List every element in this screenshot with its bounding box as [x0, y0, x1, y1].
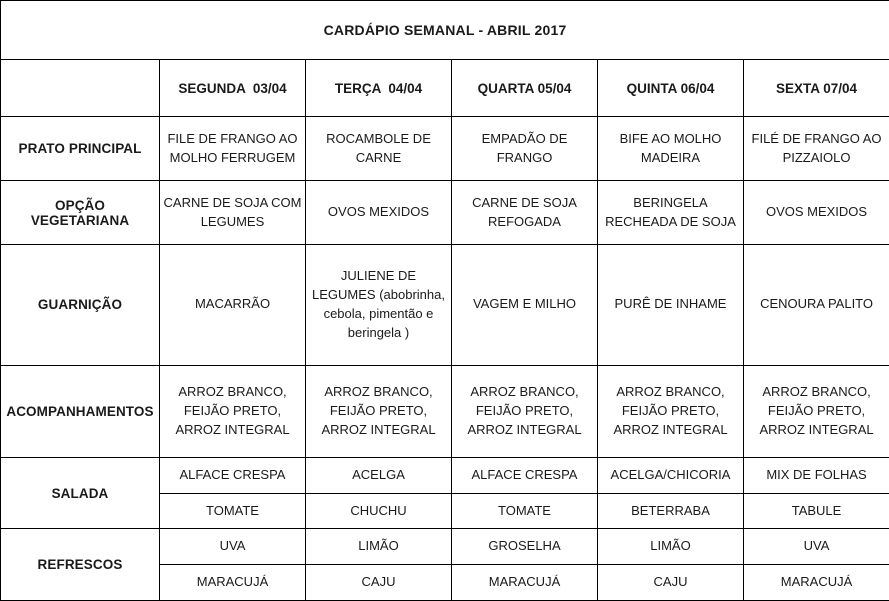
row-label-acompanhamentos: ACOMPANHAMENTOS [1, 365, 160, 457]
menu-cell: BETERRABA [598, 493, 744, 529]
menu-cell: ACELGA/CHICORIA [598, 457, 744, 493]
menu-cell: LIMÃO [306, 529, 452, 565]
menu-cell: ARROZ BRANCO, FEIJÃO PRETO, ARROZ INTEGRAL [160, 365, 306, 457]
day-header-quarta: QUARTA 05/04 [452, 60, 598, 117]
menu-cell: OVOS MEXIDOS [744, 181, 889, 245]
row-acompanhamentos [1, 365, 889, 457]
menu-cell: MIX DE FOLHAS [744, 457, 889, 493]
menu-cell: BIFE AO MOLHO MADEIRA [598, 117, 744, 181]
header-row [1, 60, 889, 117]
menu-cell: ARROZ BRANCO, FEIJÃO PRETO, ARROZ INTEGRAL [744, 365, 889, 457]
menu-cell: CAJU [306, 565, 452, 601]
menu-cell: MARACUJÁ [160, 565, 306, 601]
row-label-opcao-vegetariana: OPÇÃO VEGETARIANA [1, 181, 160, 245]
menu-cell: CENOURA PALITO [744, 245, 889, 366]
menu-cell: ALFACE CRESPA [160, 457, 306, 493]
menu-cell: TABULE [744, 493, 889, 529]
menu-cell: ARROZ BRANCO, FEIJÃO PRETO, ARROZ INTEGRAL [598, 365, 744, 457]
menu-cell: LIMÃO [598, 529, 744, 565]
menu-cell: EMPADÃO DE FRANGO [452, 117, 598, 181]
row-label-prato-principal: PRATO PRINCIPAL [1, 117, 160, 181]
menu-cell: GROSELHA [452, 529, 598, 565]
corner-cell-empty [1, 60, 160, 117]
menu-cell: ARROZ BRANCO, FEIJÃO PRETO, ARROZ INTEGRAL [306, 365, 452, 457]
row-label-guarnicao: GUARNIÇÃO [1, 245, 160, 366]
menu-cell: ROCAMBOLE DE CARNE [306, 117, 452, 181]
menu-cell: MACARRÃO [160, 245, 306, 366]
menu-cell: CARNE DE SOJA COM LEGUMES [160, 181, 306, 245]
menu-cell: OVOS MEXIDOS [306, 181, 452, 245]
menu-cell: ACELGA [306, 457, 452, 493]
menu-cell: JULIENE DE LEGUMES (abobrinha, cebola, pimentão e beringela ) [306, 245, 452, 366]
menu-cell: CARNE DE SOJA REFOGADA [452, 181, 598, 245]
row-opcao-vegetariana [1, 181, 889, 245]
row-prato-principal [1, 117, 889, 181]
row-salada-1 [1, 457, 889, 493]
menu-cell: ALFACE CRESPA [452, 457, 598, 493]
day-header-sexta: SEXTA 07/04 [744, 60, 889, 117]
menu-cell: TOMATE [452, 493, 598, 529]
menu-cell: ARROZ BRANCO, FEIJÃO PRETO, ARROZ INTEGRAL [452, 365, 598, 457]
row-label-salada: SALADA [1, 457, 160, 529]
day-header-segunda: SEGUNDA 03/04 [160, 60, 306, 117]
menu-cell: TOMATE [160, 493, 306, 529]
menu-cell: FILE DE FRANGO AO MOLHO FERRUGEM [160, 117, 306, 181]
page-title: CARDÁPIO SEMANAL - ABRIL 2017 [1, 1, 889, 60]
menu-cell: PURÊ DE INHAME [598, 245, 744, 366]
day-header-quinta: QUINTA 06/04 [598, 60, 744, 117]
row-label-refrescos: REFRESCOS [1, 529, 160, 601]
menu-cell: MARACUJÁ [452, 565, 598, 601]
row-guarnicao [1, 245, 889, 366]
menu-cell: UVA [744, 529, 889, 565]
menu-cell: FILÉ DE FRANGO AO PIZZAIOLO [744, 117, 889, 181]
row-refrescos-1 [1, 529, 889, 565]
menu-cell: BERINGELA RECHEADA DE SOJA [598, 181, 744, 245]
menu-cell: VAGEM E MILHO [452, 245, 598, 366]
menu-cell: CAJU [598, 565, 744, 601]
menu-cell: MARACUJÁ [744, 565, 889, 601]
title-row [1, 1, 889, 60]
menu-cell: CHUCHU [306, 493, 452, 529]
menu-cell: UVA [160, 529, 306, 565]
day-header-terca: TERÇA 04/04 [306, 60, 452, 117]
